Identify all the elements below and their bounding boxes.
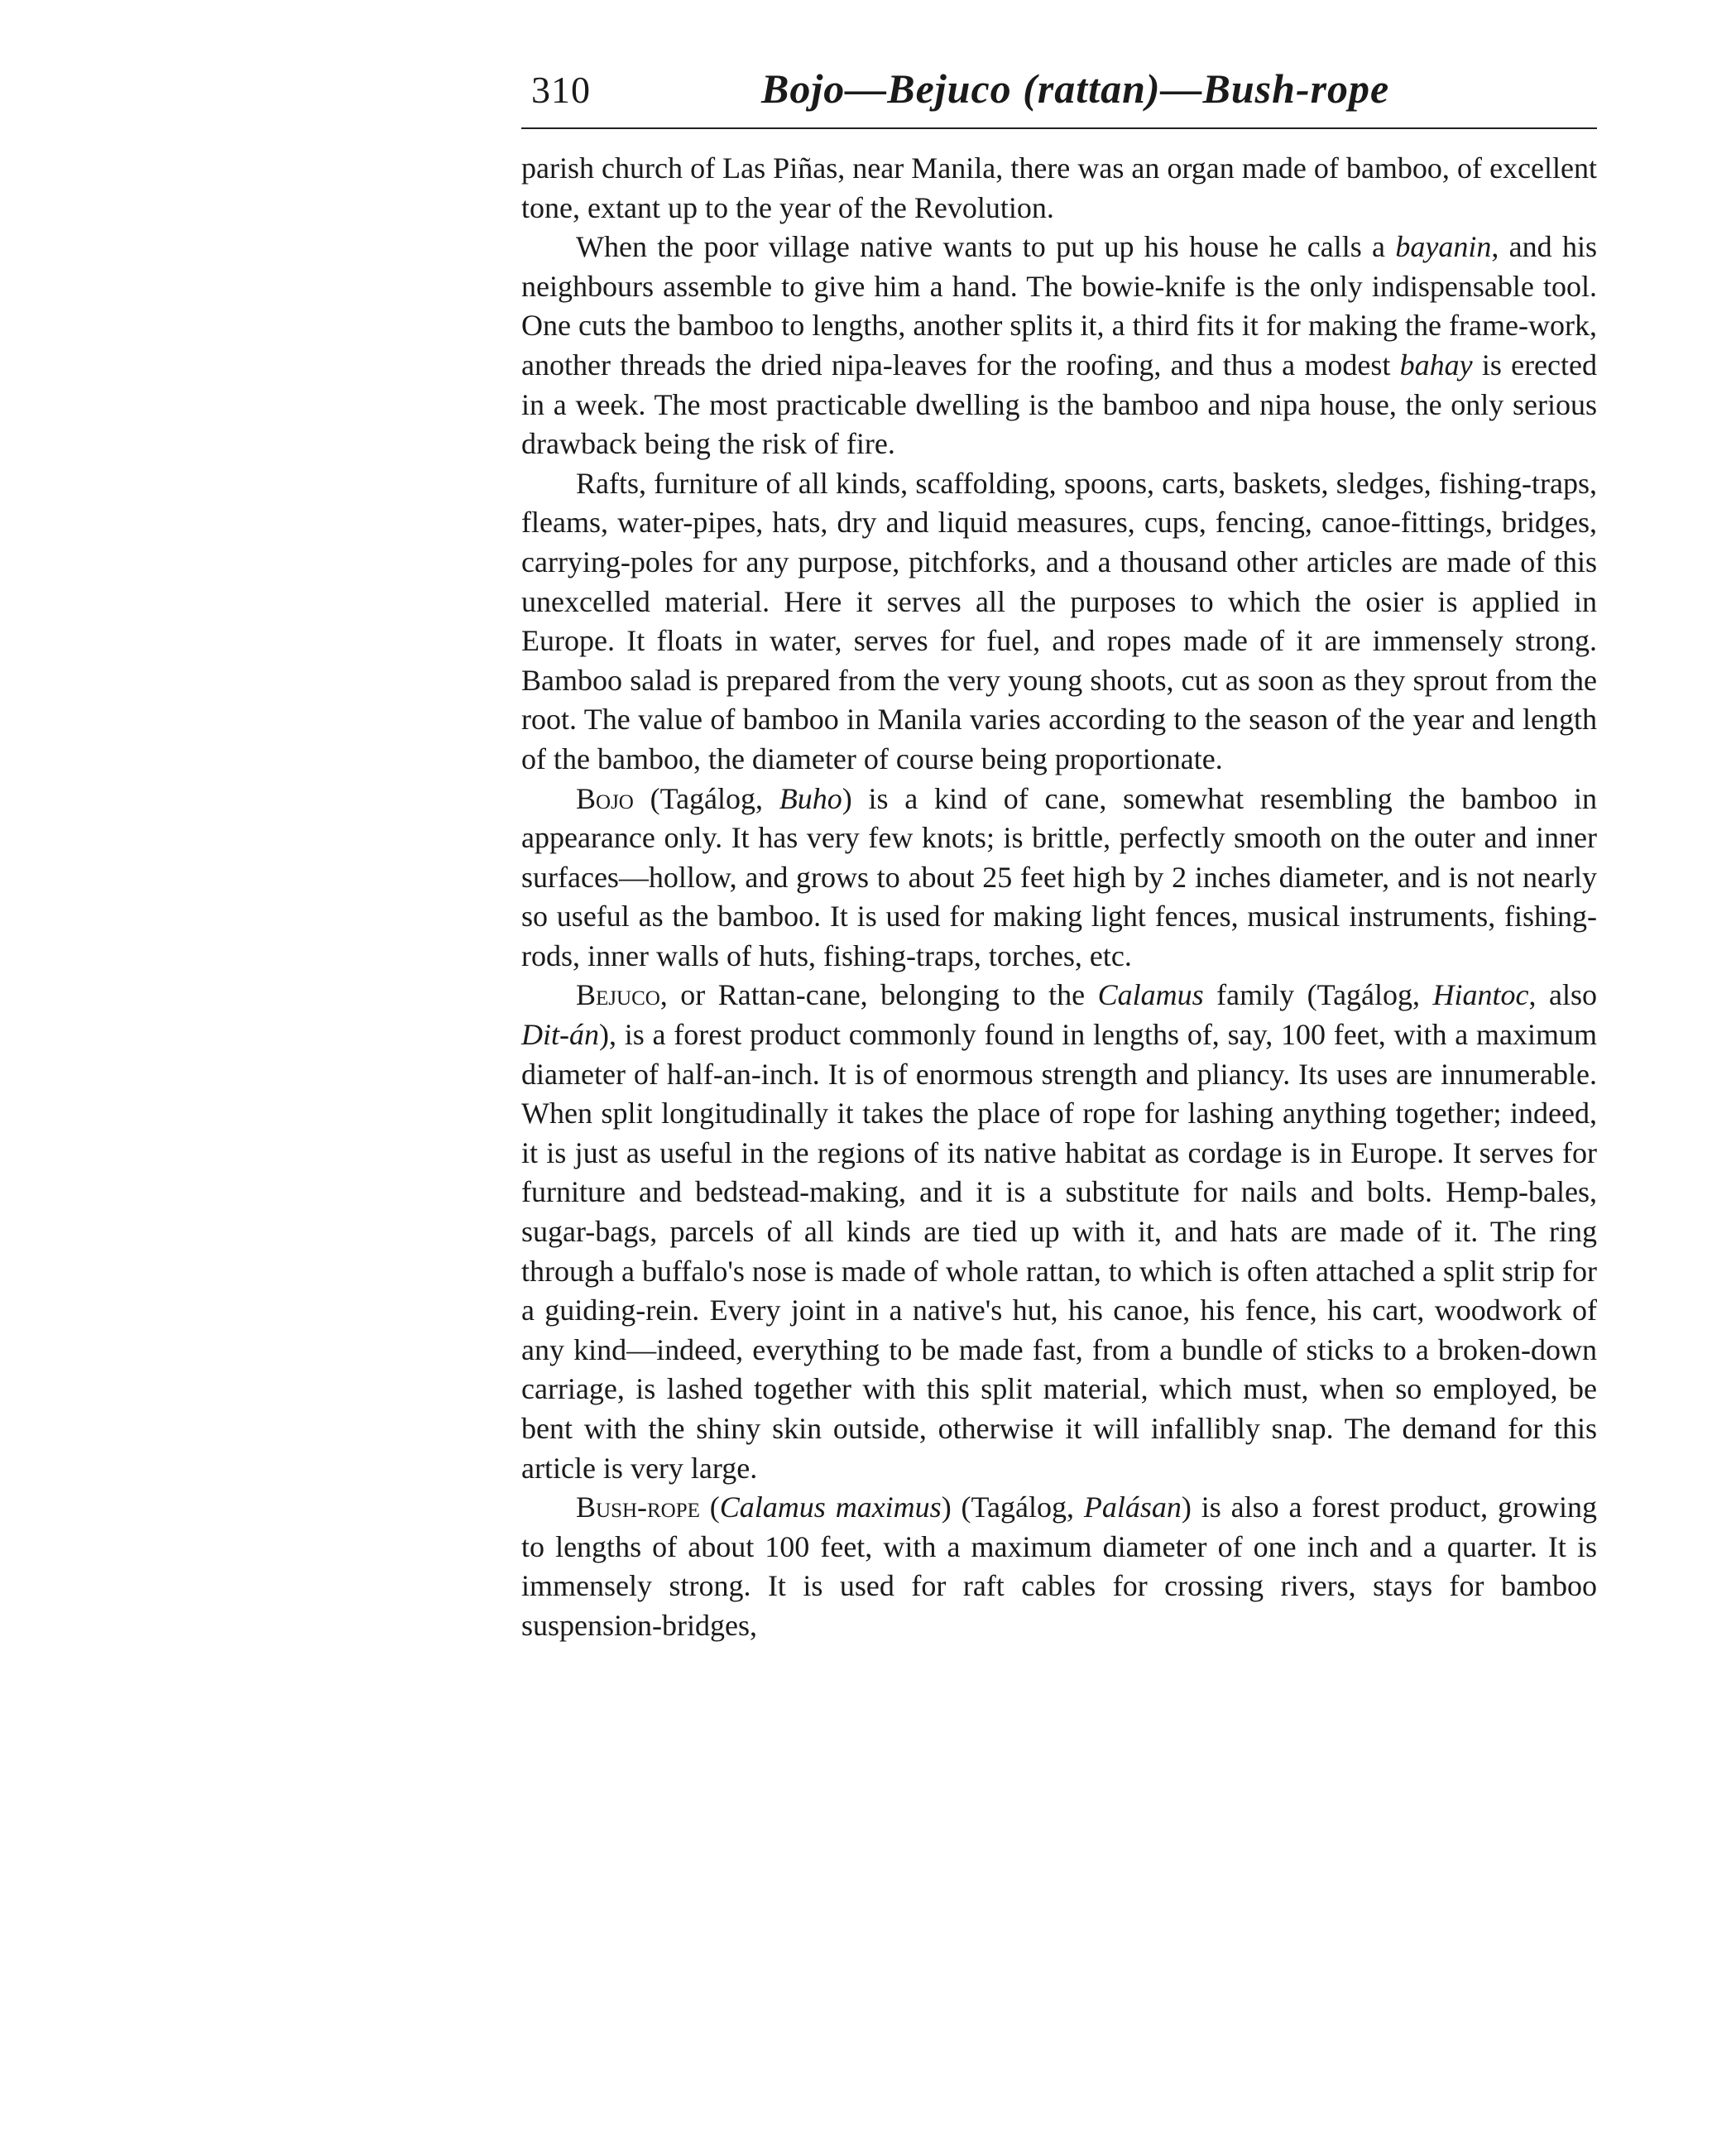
header-rule: [521, 127, 1597, 129]
term-bayanin: bayanin: [1395, 230, 1492, 264]
paragraph-bush-rope: Bush-rope (Calamus maximus) (Tagálog, Palásan) is also a forest product, growing to lengths of about 100 feet, with a maximum diameter of one inch and a quarter. It is immensely strong. It is used for raft cables for crossing rivers, stays for bamboo suspension-bridges,: [521, 1490, 1597, 1642]
body-text: [521, 149, 1597, 1646]
entry-heading-bojo: Bojo: [576, 781, 634, 815]
term-hiantoc: Hiantoc: [1432, 978, 1529, 1012]
term-buho: Buho: [779, 781, 842, 815]
term-bahay: bahay: [1399, 348, 1473, 382]
paragraph-bejuco: Bejuco, or Rattan-cane, belonging to the Calamus family (Tagálog, Hiantoc, also Dit-án), is a forest product commonly found in lengths of, say, 100 feet, with a maximum diameter of half-an-inch. It is of enormous strength and pliancy. Its uses are innumerable. When split longitudinally it takes the place of rope for lashing anything together; indeed, it is just as useful in the regions of its native habitat as cordage is in Europe. It serves for furniture and bedstead-making, and it is a substitute for nails and bolts. Hemp-bales, sugar-bags, parcels of all kinds are tied up with it, and hats are made of it. The ring through a buffalo's nose is made of whole rattan, to which is often attached a split strip for a guiding-rein. Every joint in a native's hut, his canoe, his fence, his cart, woodwork of any kind—indeed, everything to be made fast, from a bundle of sticks to a broken-down carriage, is lashed together with this split material, which must, when so employed, be bent with the shiny skin outside, otherwise it will infallibly snap. The demand for this article is very large.: [521, 978, 1597, 1485]
entry-heading-bush-rope: Bush-rope: [576, 1490, 700, 1524]
term-palasan: Palásan: [1083, 1490, 1182, 1524]
page-number: 310: [531, 69, 591, 111]
book-page: [521, 58, 1597, 1642]
running-head: Bojo—Bejuco (rattan)—Bush-rope: [761, 65, 1390, 112]
paragraph-bojo: Bojo (Tagálog, Buho) is a kind of cane, somewhat resembling the bamboo in appearance only. It has very few knots; is brittle, perfectly smooth on the outer and inner surfaces—hollow, and grows to about 25 feet high by 2 inches diameter, and is not nearly so useful as the bamboo. It is used for making light fences, musical instruments, fishing-rods, inner walls of huts, fishing-traps, torches, etc.: [521, 781, 1597, 972]
term-calamus: Calamus: [1097, 978, 1204, 1012]
page-header: [521, 58, 1597, 124]
term-dit-an: Dit-án: [521, 1018, 599, 1052]
paragraph-las-pinas-organ: parish church of Las Piñas, near Manila, there was an organ made of bamboo, of excellent tone, extant up to the year of the Revolution.: [521, 151, 1597, 224]
paragraph-house-building: When the poor village native wants to put up his house he calls a bayanin, and his neighbours assemble to give him a hand. The bowie-knife is the only indispensable tool. One cuts the bamboo to lengths, another splits it, a third fits it for making the frame-work, another threads the dried nipa-leaves for the roofing, and thus a modest bahay is erected in a week. The most practicable dwelling is the bamboo and nipa house, the only serious drawback being the risk of fire.: [521, 230, 1597, 461]
entry-heading-bejuco: Bejuco: [576, 978, 660, 1012]
term-calamus-maximus: Calamus maximus: [719, 1490, 942, 1524]
paragraph-bamboo-uses: Rafts, furniture of all kinds, scaffolding, spoons, carts, baskets, sledges, fishing-traps, fleams, water-pipes, hats, dry and liquid measures, cups, fencing, canoe-fittings, bridges, carrying-poles for any purpose, pitchforks, and a thousand other articles are made of this unexcelled material. Here it serves all the purposes to which the osier is applied in Europe. It floats in water, serves for fuel, and ropes made of it are immensely strong. Bamboo salad is prepared from the very young shoots, cut as soon as they sprout from the root. The value of bamboo in Manila varies according to the season of the year and length of the bamboo, the diameter of course being proportionate.: [521, 466, 1597, 775]
